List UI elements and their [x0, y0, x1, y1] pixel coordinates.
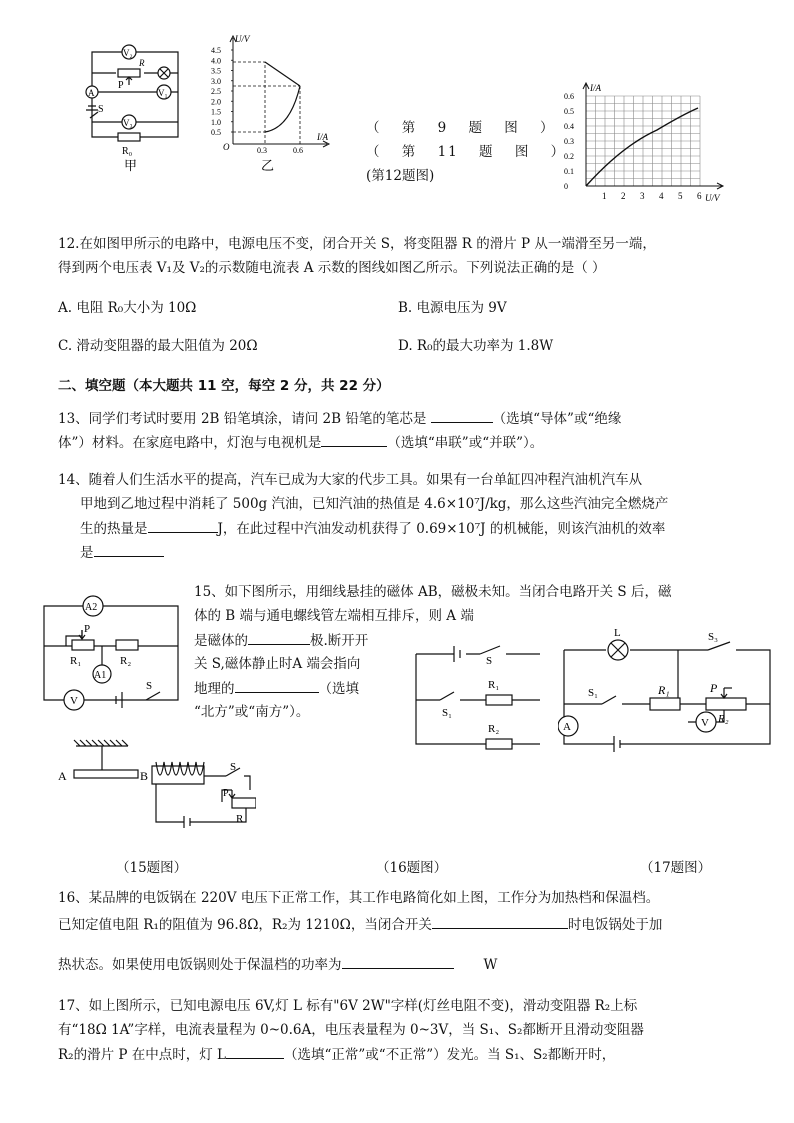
- r-label: R: [236, 813, 244, 825]
- s-label: S: [146, 680, 153, 692]
- a1-label: A1: [94, 670, 107, 681]
- p-label: P: [223, 788, 229, 799]
- voltmeter-label: V: [701, 717, 709, 729]
- q17-blank-1[interactable]: [226, 1044, 284, 1059]
- s-label: S: [486, 655, 493, 667]
- caption-fig15: （15题图）: [116, 860, 188, 876]
- p-label: P: [84, 623, 91, 635]
- q13-line1: [58, 408, 621, 430]
- q17-line2: 有“18Ω 1A”字样，电流表量程为 0~0.6A，电压表量程为 0~3V，当 S₁、S₂都断开且滑动变阻器: [58, 1022, 644, 1038]
- q16-text: 已知定值电阻 R₁的阻值为 96.8Ω，R₂为 1210Ω，当闭合开关: [58, 917, 432, 933]
- graph-12: [562, 80, 732, 205]
- q16-line2: [58, 914, 662, 936]
- fig-jia-caption: 甲: [124, 158, 138, 173]
- r1-label: R₁: [70, 655, 82, 667]
- q15-text: （选填: [318, 681, 359, 697]
- q13-text: 13、同学们考试时要用 2B 铅笔填涂，请问 2B 铅笔的笔芯是: [58, 411, 431, 427]
- q14-line2: 甲地到乙地过程中消耗了 500g 汽油，已知汽油的热值是 4.6×10⁷J/kg，那么这些汽油完全燃烧产: [80, 496, 669, 512]
- yi-y-tick: 1.0: [211, 117, 221, 127]
- q14-text: J，在此过程中汽油发动机获得了 0.69×10⁷J 的机械能，则该汽油机的效率: [217, 521, 666, 537]
- q17-text: （选填“正常”或“不正常”）发光。当 S₁、S₂都断开时，: [284, 1047, 616, 1063]
- q15-text: 地理的: [194, 681, 235, 697]
- yi-y-tick: 2.5: [211, 87, 221, 96]
- s-label: S: [230, 761, 237, 773]
- q14-line3: [80, 518, 665, 540]
- magnet-solenoid-figure: [56, 738, 256, 833]
- yi-y-axis-label: U/V: [235, 34, 250, 44]
- q16-blank-2[interactable]: [342, 954, 454, 969]
- v3-label: V₃: [123, 118, 133, 128]
- section-heading-fill-in: 二、填空题（本大题共 11 空，每空 2 分，共 22 分）: [58, 378, 390, 394]
- yi-x-tick: 0.6: [293, 146, 303, 155]
- q13-text: （选填“串联”或“并联”）。: [387, 435, 544, 451]
- q15-line4: 关 S,磁体静止时A 端会指向: [194, 656, 361, 672]
- yi-y-tick: 3.0: [211, 76, 221, 86]
- q16-text: 时电饭锅处于加: [567, 917, 663, 933]
- circuit-diagram-jia: [78, 40, 188, 180]
- caption-fig17: （17题图）: [640, 860, 712, 876]
- q16-line3: [58, 954, 497, 976]
- r2-label: R₂: [488, 723, 500, 735]
- q13-text: 体”）材料。在家庭电路中，灯泡与电视机是: [58, 435, 322, 451]
- s-label: S: [98, 104, 104, 115]
- p-label: P: [710, 681, 718, 695]
- caption-fig12: (第12题图): [366, 168, 435, 184]
- q14-text: 是: [80, 545, 94, 561]
- ammeter-label: A: [563, 721, 571, 733]
- r2-label: R₂: [718, 713, 729, 725]
- q14-line4: [80, 542, 164, 564]
- q16-blank-1[interactable]: [432, 914, 568, 929]
- q14-blank-1[interactable]: [148, 518, 218, 533]
- circuit-diagram-a1-a2: [38, 592, 188, 722]
- v1-label: V₁: [158, 88, 168, 98]
- circuit-diagram-17: [558, 622, 778, 757]
- g12-y-tick: 0.2: [564, 152, 574, 161]
- g12-x-tick: 6: [697, 191, 702, 201]
- yi-y-tick: 2.0: [211, 97, 221, 107]
- v2-label: V₂: [123, 48, 133, 58]
- g12-y-tick: 0.6: [564, 92, 574, 101]
- q12-option-a: A. 电阻 R₀大小为 10Ω: [58, 300, 197, 316]
- yi-x-tick: 0.3: [257, 146, 267, 155]
- q15-line3: [194, 630, 368, 652]
- g12-x-tick: 3: [640, 191, 645, 201]
- q13-text: （选填“导体”或“绝缘: [492, 411, 622, 427]
- g12-y-tick: 0.4: [564, 122, 574, 131]
- p-label: P: [118, 80, 124, 91]
- q16-unit: W: [483, 957, 498, 973]
- l-label: L: [614, 627, 621, 639]
- yi-y-tick: 4.0: [211, 56, 221, 66]
- q14-text: 生的热量是: [80, 521, 148, 537]
- caption-fig16: （16题图）: [376, 860, 448, 876]
- q15-text: 是磁体的: [194, 633, 248, 649]
- graph-yi: [205, 32, 340, 182]
- q17-line3: [58, 1044, 615, 1066]
- q15-line1: 15、如下图所示，用细线悬挂的磁体 AB，磁极未知。当闭合电路开关 S 后，磁: [194, 584, 672, 600]
- fig-yi-caption: 乙: [261, 158, 275, 173]
- q12-option-c: C. 滑动变阻器的最大阻值为 20Ω: [58, 338, 258, 354]
- ammeter-label: A: [88, 88, 95, 98]
- q12-option-d: D. R₀的最大功率为 1.8W: [398, 338, 554, 354]
- a2-label: A2: [85, 602, 98, 613]
- q17-line1: 17、如上图所示，已知电源电压 6V,灯 L 标有"6V 2W"字样(灯丝电阻不变)，滑动变阻器 R₂上标: [58, 998, 638, 1014]
- q14-blank-2[interactable]: [94, 542, 164, 557]
- s1-label: S₁: [442, 707, 452, 719]
- g12-y-tick: 0.3: [564, 137, 574, 146]
- caption-fig9: （ 第 9 题 图 ）: [366, 120, 556, 136]
- q12-stem-line1: 12.在如图甲所示的电路中，电源电压不变，闭合开关 S，将变阻器 R 的滑片 P 从一端滑至另一端，: [58, 236, 656, 252]
- q15-text: 极.断开开: [310, 633, 369, 649]
- magnet-b-label: B: [140, 769, 149, 783]
- r0-label: R₀: [122, 146, 133, 157]
- g12-y-tick: 0.5: [564, 107, 574, 116]
- r2-label: R₂: [120, 655, 132, 667]
- s1-label: S₁: [588, 687, 598, 699]
- v-label: V: [70, 695, 78, 707]
- q14-line1: 14、随着人们生活水平的提高，汽车已成为大家的代步工具。如果有一台单缸四冲程汽油机汽车从: [58, 472, 643, 488]
- q12-option-b: B. 电源电压为 9V: [398, 300, 507, 316]
- g12-y-tick: 0.1: [564, 167, 574, 176]
- r1-label: R₁: [488, 679, 500, 691]
- circuit-diagram-16: [410, 640, 550, 755]
- g12-y-tick: 0: [564, 182, 568, 191]
- q13-blank-2[interactable]: [321, 432, 387, 447]
- magnet-a-label: A: [58, 769, 67, 783]
- q15-line2: 体的 B 端与通电螺线管左端相互排斥，则 A 端: [194, 608, 474, 624]
- q17-text: R₂的滑片 P 在中点时，灯 L: [58, 1047, 226, 1063]
- q13-line2: [58, 432, 543, 454]
- g12-x-tick: 5: [678, 191, 683, 201]
- q16-line1: 16、某品牌的电饭锅在 220V 电压下正常工作，其工作电路简化如上图，工作分为加热档和保温档。: [58, 890, 660, 906]
- q15-blank-1[interactable]: [248, 630, 310, 645]
- q16-text: 热状态。如果使用电饭锅则处于保温档的功率为: [58, 957, 342, 973]
- q15-line6: “北方”或“南方”）。: [194, 704, 310, 720]
- g12-y-axis-label: I/A: [590, 83, 601, 93]
- yi-y-tick: 3.5: [211, 66, 221, 76]
- q13-blank-1[interactable]: [431, 408, 493, 423]
- yi-y-tick: 1.5: [211, 107, 221, 117]
- g12-x-tick: 4: [659, 191, 664, 201]
- q15-line5: [194, 678, 359, 700]
- s3-label: S₃: [708, 631, 718, 643]
- q12-stem-line2: 得到两个电压表 V₁及 V₂的示数随电流表 A 示数的图线如图乙所示。下列说法正确的是（ ）: [58, 260, 606, 276]
- g12-x-tick: 2: [621, 191, 626, 201]
- r-label: R: [139, 58, 145, 68]
- q15-blank-2[interactable]: [235, 678, 319, 693]
- yi-x-axis-label: I/A: [317, 132, 328, 142]
- yi-y-tick: 0.5: [211, 128, 221, 137]
- yi-y-tick: 4.5: [211, 46, 221, 55]
- r1-label: R₁: [658, 683, 670, 697]
- g12-x-axis-label: U/V: [705, 193, 720, 203]
- g12-x-tick: 1: [602, 191, 607, 201]
- caption-fig11: （ 第 11 题 图 ）: [366, 144, 567, 160]
- yi-origin-label: O: [223, 142, 230, 152]
